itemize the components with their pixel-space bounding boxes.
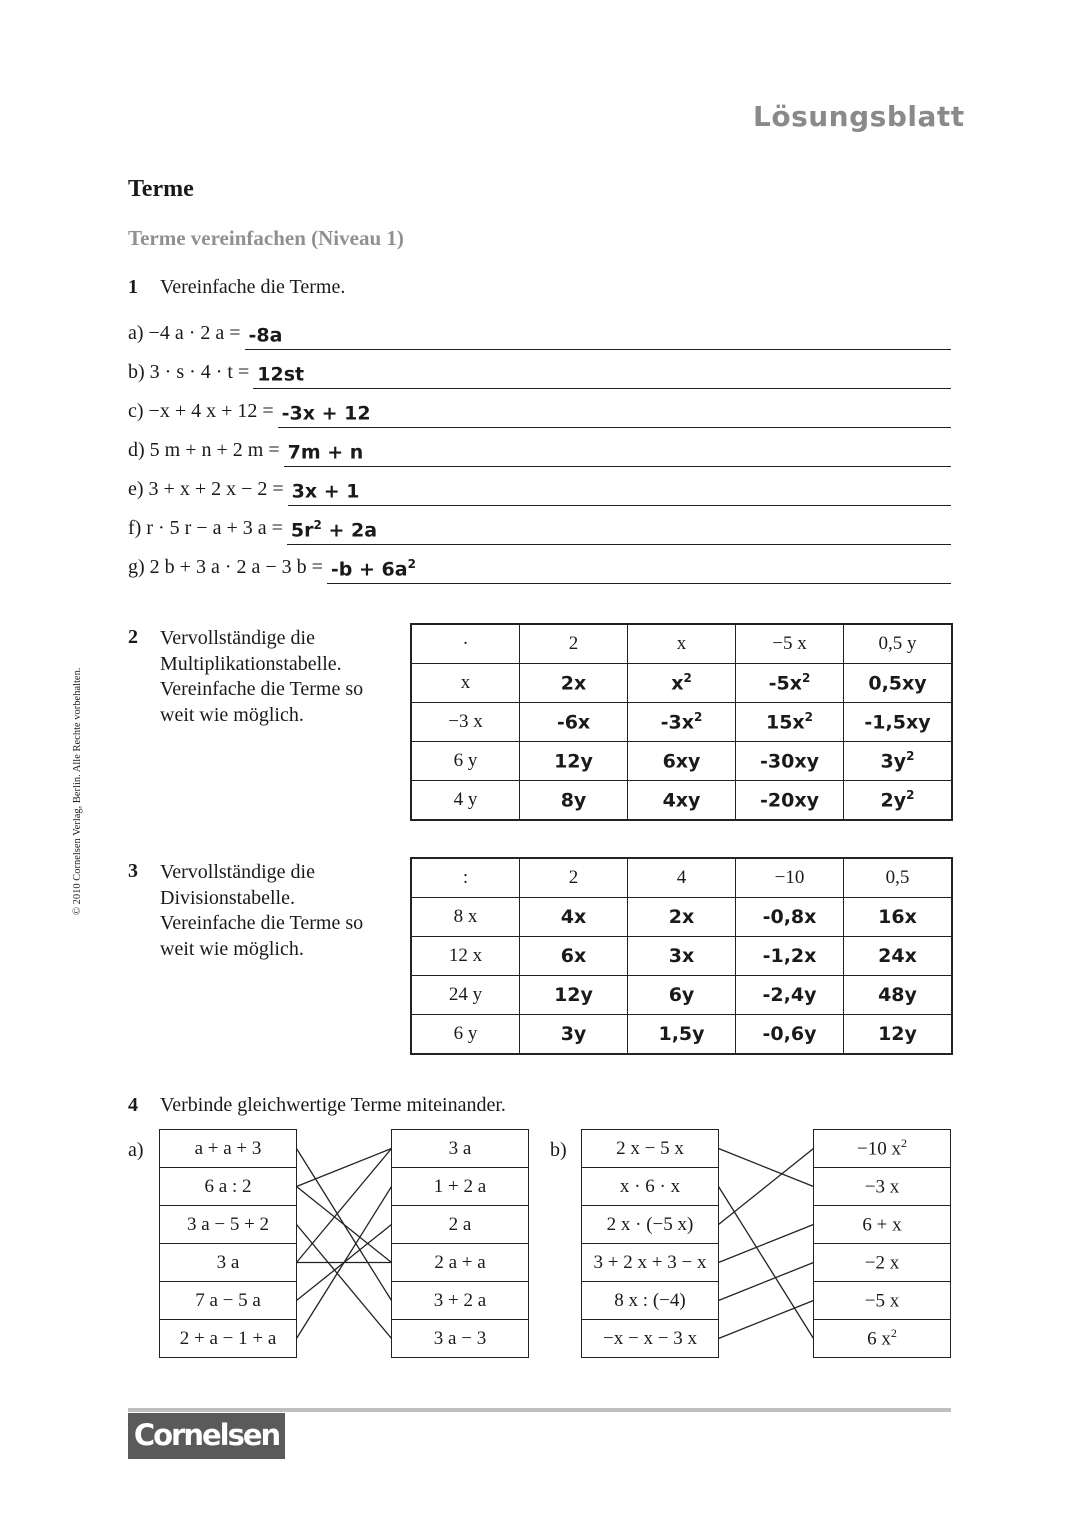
- exercise-term: d) 5 m + n + 2 m =: [128, 439, 280, 461]
- column-header: 2: [520, 858, 628, 898]
- answer-cell: 3x: [628, 937, 736, 976]
- section-subtitle: Terme vereinfachen (Niveau 1): [128, 226, 404, 250]
- answer-cell: -30xy: [736, 742, 844, 781]
- column-header: 4: [628, 858, 736, 898]
- term-box[interactable]: 7 a − 5 a: [160, 1282, 297, 1320]
- answer-cell: 1,5y: [628, 1015, 736, 1055]
- answer-cell: 24x: [844, 937, 953, 976]
- page-header-title: Lösungsblatt: [753, 100, 965, 133]
- task4a-label: a): [128, 1139, 144, 1161]
- exercise-answer: -8a: [248, 324, 283, 346]
- answer-cell: 6y: [628, 976, 736, 1015]
- term-box[interactable]: x · 6 · x: [582, 1168, 719, 1206]
- term-box[interactable]: 3 + 2 a: [392, 1282, 529, 1320]
- term-box[interactable]: 3 a: [392, 1130, 529, 1168]
- term-box[interactable]: 3 a − 5 + 2: [160, 1206, 297, 1244]
- task4b-link-line: [719, 1263, 814, 1301]
- answer-cell: $3y^2$: [844, 742, 953, 781]
- answer-cell: $x^2$: [628, 664, 736, 703]
- task2-number: 2: [128, 626, 138, 648]
- term-box[interactable]: −x − x − 3 x: [582, 1320, 719, 1358]
- operator-cell: ·: [411, 624, 520, 664]
- task4b-label: b): [550, 1139, 567, 1161]
- term-box[interactable]: 8 x : (−4): [582, 1282, 719, 1320]
- task4b-link-line: [719, 1149, 814, 1225]
- answer-cell: -1,5xy: [844, 703, 953, 742]
- topic-title: Terme: [128, 176, 194, 202]
- exercise-term: f) r · 5 r − a + 3 a =: [128, 517, 283, 539]
- exercise-answer: 3x + 1: [291, 480, 360, 502]
- answer-cell: 4xy: [628, 781, 736, 821]
- row-header: 8 x: [411, 898, 520, 937]
- answer-cell: 12y: [844, 1015, 953, 1055]
- column-header: 2: [520, 624, 628, 664]
- operator-cell: :: [411, 858, 520, 898]
- exercise-answer: 12st: [257, 363, 305, 385]
- task4b-link-line: [719, 1187, 814, 1339]
- task4b-link-line: [719, 1301, 814, 1339]
- row-header: 12 x: [411, 937, 520, 976]
- cornelsen-logo: Cornelsen: [128, 1413, 285, 1459]
- row-header: 6 y: [411, 742, 520, 781]
- answer-cell: $-3x^2$: [628, 703, 736, 742]
- answer-cell: -0,8x: [736, 898, 844, 937]
- term-box[interactable]: 6 a : 2: [160, 1168, 297, 1206]
- column-header: −5 x: [736, 624, 844, 664]
- term-box[interactable]: 2 x · (−5 x): [582, 1206, 719, 1244]
- answer-cell: 8y: [520, 781, 628, 821]
- term-box[interactable]: −10 $x^2$: [814, 1130, 951, 1168]
- task4a-link-line: [297, 1187, 392, 1263]
- answer-cell: 3y: [520, 1015, 628, 1055]
- answer-cell: $2y^2$: [844, 781, 953, 821]
- row-header: −3 x: [411, 703, 520, 742]
- task4b-link-line: [719, 1225, 814, 1263]
- exercise-answer: $-b + 6a^2$: [330, 556, 416, 580]
- answer-cell: 4x: [520, 898, 628, 937]
- answer-cell: 48y: [844, 976, 953, 1015]
- row-header: x: [411, 664, 520, 703]
- answer-cell: 2x: [628, 898, 736, 937]
- term-box[interactable]: 1 + 2 a: [392, 1168, 529, 1206]
- term-box[interactable]: 3 + 2 x + 3 − x: [582, 1244, 719, 1282]
- exercise-answer: 7m + n: [287, 441, 364, 463]
- answer-cell: 2x: [520, 664, 628, 703]
- answer-cell: -0,6y: [736, 1015, 844, 1055]
- answer-cell: 6xy: [628, 742, 736, 781]
- term-box[interactable]: a + a + 3: [160, 1130, 297, 1168]
- exercise-term: e) 3 + x + 2 x − 2 =: [128, 478, 284, 500]
- task3-instruction: Vervollständige die Divisionstabelle. Vereinfache die Terme so weit wie möglich.: [160, 861, 364, 960]
- answer-cell: $-5x^2$: [736, 664, 844, 703]
- term-box[interactable]: 6 $x^2$: [814, 1320, 951, 1358]
- answer-cell: 16x: [844, 898, 953, 937]
- task4-instruction: Verbinde gleichwertige Terme miteinander.: [160, 1094, 506, 1116]
- column-header: x: [628, 624, 736, 664]
- term-box[interactable]: 3 a: [160, 1244, 297, 1282]
- answer-cell: -1,2x: [736, 937, 844, 976]
- footer-divider: [128, 1408, 951, 1412]
- term-box[interactable]: 6 + x: [814, 1206, 951, 1244]
- answer-cell: -6x: [520, 703, 628, 742]
- term-box[interactable]: 2 x − 5 x: [582, 1130, 719, 1168]
- exercise-term: b) 3 · s · 4 · t =: [128, 361, 250, 383]
- exercise-term: c) −x + 4 x + 12 =: [128, 400, 274, 422]
- column-header: 0,5: [844, 858, 953, 898]
- exercise-term: a) −4 a · 2 a =: [128, 322, 241, 344]
- row-header: 6 y: [411, 1015, 520, 1055]
- answer-cell: $15x^2$: [736, 703, 844, 742]
- answer-cell: 0,5xy: [844, 664, 953, 703]
- answer-cell: 12y: [520, 742, 628, 781]
- term-box[interactable]: 2 a: [392, 1206, 529, 1244]
- answer-cell: 12y: [520, 976, 628, 1015]
- task4a-link-line: [297, 1149, 392, 1263]
- task1-instruction: Vereinfache die Terme.: [160, 276, 346, 298]
- task4a-link-line: [297, 1149, 392, 1187]
- task1-number: 1: [128, 276, 138, 298]
- column-header: −10: [736, 858, 844, 898]
- task4a-link-line: [297, 1225, 392, 1339]
- exercise-term: g) 2 b + 3 a · 2 a − 3 b =: [128, 556, 323, 578]
- term-box[interactable]: −2 x: [814, 1244, 951, 1282]
- row-header: 4 y: [411, 781, 520, 821]
- task2-instruction: Vervollständige die Multiplikationstabelle. Vereinfache die Terme so weit wie möglich.: [160, 627, 364, 726]
- task3-number: 3: [128, 860, 138, 882]
- term-box[interactable]: 2 a + a: [392, 1244, 529, 1282]
- answer-cell: -20xy: [736, 781, 844, 821]
- exercise-answer: -3x + 12: [281, 402, 371, 424]
- term-box[interactable]: −3 x: [814, 1168, 951, 1206]
- term-box[interactable]: 3 a − 3: [392, 1320, 529, 1358]
- term-box[interactable]: 2 + a − 1 + a: [160, 1320, 297, 1358]
- answer-cell: -2,4y: [736, 976, 844, 1015]
- column-header: 0,5 y: [844, 624, 953, 664]
- row-header: 24 y: [411, 976, 520, 1015]
- task4-number: 4: [128, 1094, 138, 1116]
- task4b-link-line: [719, 1149, 814, 1187]
- answer-cell: 6x: [520, 937, 628, 976]
- exercise-answer: $5r^2 + 2a$: [290, 517, 378, 541]
- term-box[interactable]: −5 x: [814, 1282, 951, 1320]
